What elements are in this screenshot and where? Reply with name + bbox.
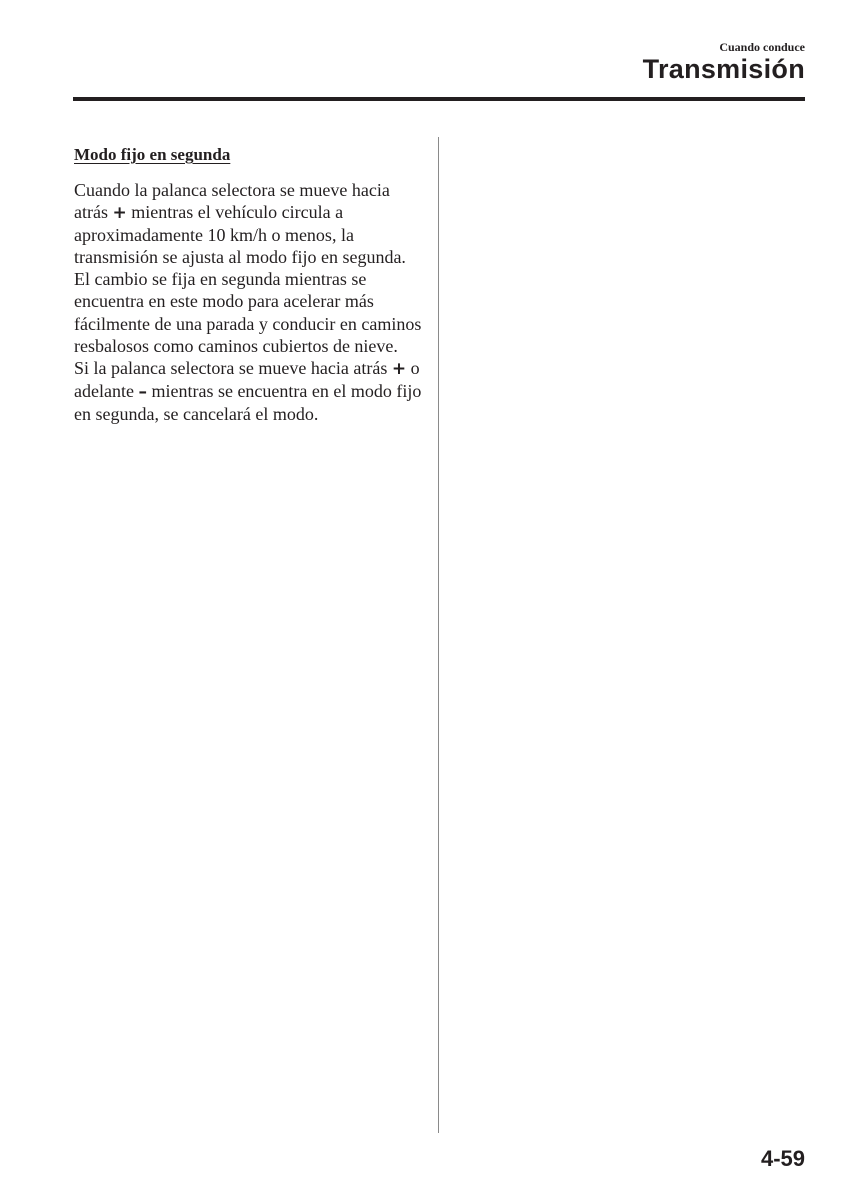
minus-symbol: – (138, 381, 147, 402)
paragraph-2-text-b: o adelante (74, 357, 420, 401)
paragraph-2-text-c: mientras se encuentra en el modo fijo en segunda, se cancelará el modo. (74, 380, 422, 424)
section-heading: Modo fijo en segunda (74, 145, 231, 164)
plus-symbol: + (391, 358, 407, 379)
paragraph-2 (74, 357, 424, 425)
paragraph-1-text-a: Cuando la palanca selectora se mueve hacia atrás (74, 180, 390, 223)
column-divider (438, 137, 439, 1133)
paragraph-2-text-a: Si la palanca selectora se mueve hacia atrás (74, 357, 392, 378)
left-column (74, 144, 424, 425)
section-label: Cuando conduce (719, 40, 805, 54)
page-number: 4-59 (760, 1146, 805, 1171)
paragraph-1 (74, 179, 424, 357)
plus-symbol: + (112, 203, 127, 224)
page-title: Transmisión (642, 54, 805, 84)
header-rule (73, 97, 805, 101)
paragraph-1-text-b: mientras el vehículo circula a aproximadamente 10 km/h o menos, la transmisión se ajusta al modo fijo en segunda. El cambio se fija en segunda mientras se encuentra en este modo para acelerar más fácilmente de una parada y conducir en caminos resbalosos como caminos cubiertos de nieve. (74, 202, 422, 356)
